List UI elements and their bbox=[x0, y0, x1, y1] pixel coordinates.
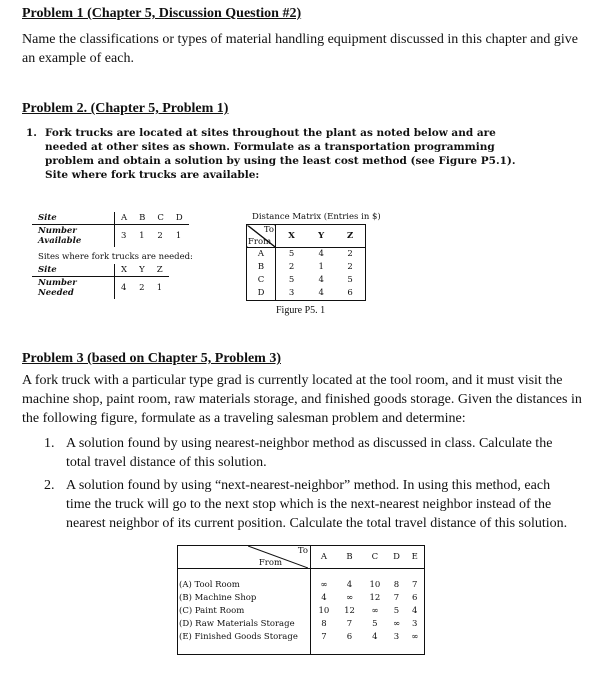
number-label: Number Available bbox=[32, 225, 115, 248]
cell: 7 bbox=[321, 632, 327, 642]
row-label: (E) Finished Goods Storage bbox=[178, 631, 311, 644]
list-item bbox=[44, 434, 574, 472]
table-row bbox=[247, 287, 366, 301]
cell: 8 bbox=[321, 619, 327, 629]
cell: 5 bbox=[372, 619, 378, 629]
number-label: Number Needed bbox=[32, 277, 115, 300]
cell: 1 bbox=[156, 283, 163, 293]
problem-2-statement bbox=[26, 126, 526, 168]
cell: 5 bbox=[393, 606, 400, 616]
cell: ∞ bbox=[411, 632, 419, 642]
cell: 4 bbox=[318, 275, 324, 285]
cell: 4 bbox=[121, 283, 127, 293]
table-row bbox=[247, 248, 366, 262]
cell: 1 bbox=[139, 231, 145, 241]
problem-2-text: Fork trucks are located at sites throughout the plant as noted below and are needed at other sites as shown. Formulate as a transportation programming problem and obtain a solution by using the least cost method (see Figure P5.1). bbox=[45, 127, 516, 167]
from-label: From bbox=[248, 237, 272, 247]
cell: 7 bbox=[346, 619, 353, 629]
matrix-title: Distance Matrix (Entries in $) bbox=[252, 212, 381, 222]
to-label: To bbox=[263, 225, 274, 235]
table-row bbox=[247, 274, 366, 287]
table-row bbox=[178, 618, 425, 631]
row-label: (B) Machine Shop bbox=[178, 592, 311, 605]
col-header: X bbox=[288, 231, 295, 241]
table-row bbox=[178, 605, 425, 618]
cell: Y bbox=[139, 265, 145, 275]
cell: 12 bbox=[369, 593, 381, 603]
cell: 4 bbox=[346, 580, 353, 590]
problem-2-subtext: Site where fork trucks are available: bbox=[45, 169, 260, 181]
cell: 6 bbox=[346, 632, 353, 642]
table-row bbox=[178, 592, 425, 605]
row-label: (D) Raw Materials Storage bbox=[178, 618, 311, 631]
cell: 4 bbox=[372, 632, 378, 642]
problem-2-number: 1. bbox=[26, 127, 37, 139]
corner-cell bbox=[178, 546, 311, 569]
cell: X bbox=[121, 265, 128, 275]
col-header: Z bbox=[346, 231, 354, 241]
row-label: C bbox=[247, 274, 276, 287]
cell: 5 bbox=[347, 275, 353, 285]
cell: 12 bbox=[344, 606, 355, 616]
needed-table bbox=[32, 264, 169, 299]
cell: ∞ bbox=[371, 606, 379, 616]
row-label: D bbox=[247, 287, 276, 301]
cell: 10 bbox=[369, 580, 381, 590]
site-label: Site bbox=[32, 212, 115, 225]
table-row bbox=[247, 261, 366, 274]
cell: 1 bbox=[318, 262, 324, 272]
cell: A bbox=[121, 213, 128, 223]
available-table bbox=[32, 212, 189, 247]
cell: 2 bbox=[347, 262, 353, 272]
cell: 2 bbox=[347, 249, 353, 259]
cell: ∞ bbox=[320, 580, 328, 590]
cell: C bbox=[157, 213, 164, 223]
from-label: From bbox=[258, 558, 282, 568]
row-label: (A) Tool Room bbox=[178, 579, 311, 592]
problem-3-heading: Problem 3 (based on Chapter 5, Problem 3) bbox=[22, 351, 281, 366]
site-label: Site bbox=[32, 264, 115, 277]
col-header: C bbox=[371, 552, 379, 562]
problem-1-heading: Problem 1 (Chapter 5, Discussion Question #2) bbox=[22, 6, 302, 21]
cell: 2 bbox=[288, 262, 295, 272]
cell: ∞ bbox=[392, 619, 401, 629]
cell: 7 bbox=[393, 593, 400, 603]
problem-2-block bbox=[26, 126, 526, 182]
cell: 10 bbox=[318, 606, 330, 616]
row-label: A bbox=[247, 248, 276, 262]
cell: 3 bbox=[393, 632, 400, 642]
item-text: A solution found by using nearest-neighbor method as discussed in class. Calculate the total travel distance of this solution. bbox=[66, 436, 553, 470]
col-header: A bbox=[320, 552, 327, 562]
item-number: 2. bbox=[44, 478, 55, 493]
problem-1-text: Name the classifications or types of material handling equipment discussed in this chapter and give an example of each. bbox=[22, 32, 578, 66]
col-header: E bbox=[411, 552, 418, 562]
distance-matrix bbox=[246, 224, 366, 301]
cell: D bbox=[175, 213, 183, 223]
row-label: (C) Paint Room bbox=[178, 605, 311, 618]
cell: 4 bbox=[321, 593, 327, 603]
to-label: To bbox=[297, 546, 308, 556]
list-item bbox=[44, 476, 574, 533]
cell: ∞ bbox=[345, 593, 354, 603]
cell: 3 bbox=[288, 288, 295, 298]
tsp-distance-table bbox=[177, 545, 425, 655]
cell: 6 bbox=[412, 593, 418, 603]
cell: 3 bbox=[412, 619, 418, 629]
item-number: 1. bbox=[44, 436, 55, 451]
cell: 6 bbox=[347, 288, 353, 298]
problem-3-text: A fork truck with a particular type grad is currently located at the tool room, and it must visit the machine shop, paint room, raw materials storage, and finished goods storage. Given the distances in the following figure, formulate as a traveling salesman problem and determine: bbox=[22, 373, 582, 426]
problem-3-block bbox=[22, 351, 582, 655]
question-list bbox=[44, 434, 574, 533]
cell: 2 bbox=[139, 283, 145, 293]
cell: Z bbox=[156, 265, 163, 275]
cell: 7 bbox=[412, 580, 418, 590]
cell: 3 bbox=[121, 231, 127, 241]
figure-caption: Figure P5. 1 bbox=[276, 305, 326, 316]
site-tables bbox=[32, 212, 193, 299]
col-header: Y bbox=[318, 231, 325, 241]
row-label: B bbox=[247, 261, 276, 274]
cell: 4 bbox=[412, 606, 418, 616]
cell: 8 bbox=[393, 580, 400, 590]
col-header: B bbox=[346, 552, 353, 562]
needed-caption: Sites where fork trucks are needed: bbox=[38, 252, 193, 262]
table-row bbox=[178, 631, 425, 644]
corner-cell bbox=[247, 225, 276, 248]
table-row bbox=[178, 579, 425, 592]
cell: 1 bbox=[175, 231, 182, 241]
col-header: D bbox=[393, 552, 400, 562]
cell: 4 bbox=[318, 288, 324, 298]
cell: B bbox=[139, 213, 146, 223]
problem-2-heading: Problem 2. (Chapter 5, Problem 1) bbox=[22, 101, 229, 116]
cell: 5 bbox=[288, 275, 295, 285]
cell: 2 bbox=[157, 231, 163, 241]
item-text: A solution found by using “next-nearest-neighbor” method. In using this method, each time the truck will go to the next stop which is the next-nearest neighbor instead of the nearest neighbor of its current position. Calculate the total travel distance of this solution. bbox=[66, 478, 568, 531]
cell: 5 bbox=[288, 249, 295, 259]
figure-p5-1 bbox=[246, 212, 381, 316]
cell: 4 bbox=[318, 249, 324, 259]
